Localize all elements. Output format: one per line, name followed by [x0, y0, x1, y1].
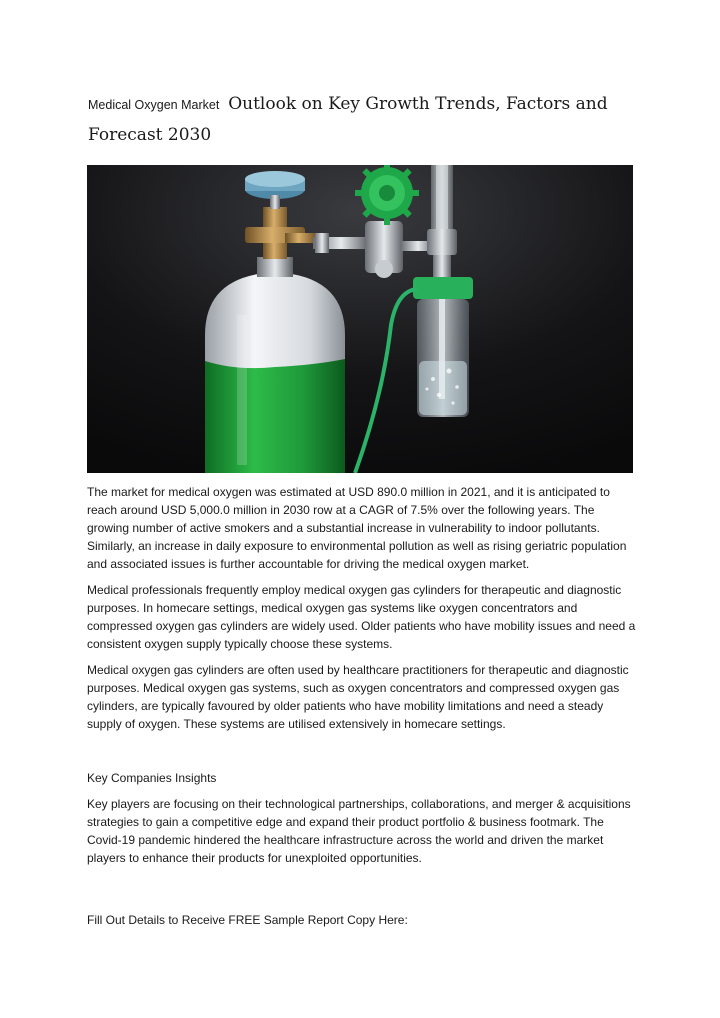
article-body: [87, 483, 637, 937]
page-title: [88, 86, 648, 147]
section-spacer: [87, 875, 637, 911]
title-small: Medical Oxygen Market: [88, 98, 220, 112]
paragraph-cylinders-usage: Medical professionals frequently employ medical oxygen gas cylinders for therapeutic and diagnostic purposes. In homecare settings, medical oxygen gas systems like oxygen concentrators and compressed oxygen gas cylinders are widely used. Older patients who have mobility issues and need a consistent oxygen supply typically choose these systems.: [87, 583, 636, 651]
oxygen-cylinder-image: [87, 165, 633, 473]
sample-report-cta[interactable]: Fill Out Details to Receive FREE Sample Report Copy Here:: [87, 913, 408, 927]
section-spacer: [87, 741, 637, 769]
title-large: Outlook on Key Growth Trends, Factors and Forecast 2030: [88, 94, 608, 145]
paragraph-healthcare-practitioners: Medical oxygen gas cylinders are often used by healthcare practitioners for therapeutic and diagnostic purposes. Medical oxygen gas systems, such as oxygen concentrators and compressed oxygen gas cylinders, are typically favoured by older patients who have mobility limitations and need a steady supply of oxygen. These systems are utilised extensively in homecare settings.: [87, 663, 629, 731]
paragraph-market-size: The market for medical oxygen was estimated at USD 890.0 million in 2021, and it is anticipated to reach around USD 5,000.0 million in 2030 row at a CAGR of 7.5% over the following years. The growing number of active smokers and a substantial increase in vulnerability to indoor pollutants. Similarly, an increase in daily exposure to environmental pollution as well as rising geriatric population and associated issues is further accountable for driving the medical oxygen market.: [87, 485, 627, 571]
paragraph-companies: Key players are focusing on their technological partnerships, collaborations, and merger & acquisitions strategies to gain a competitive edge and expand their product portfolio & business footmark. The Covid-19 pandemic hindered the healthcare infrastructure across the world and driven the market players to enhance their products for unexploited opportunities.: [87, 797, 631, 865]
companies-heading: Key Companies Insights: [87, 771, 217, 785]
